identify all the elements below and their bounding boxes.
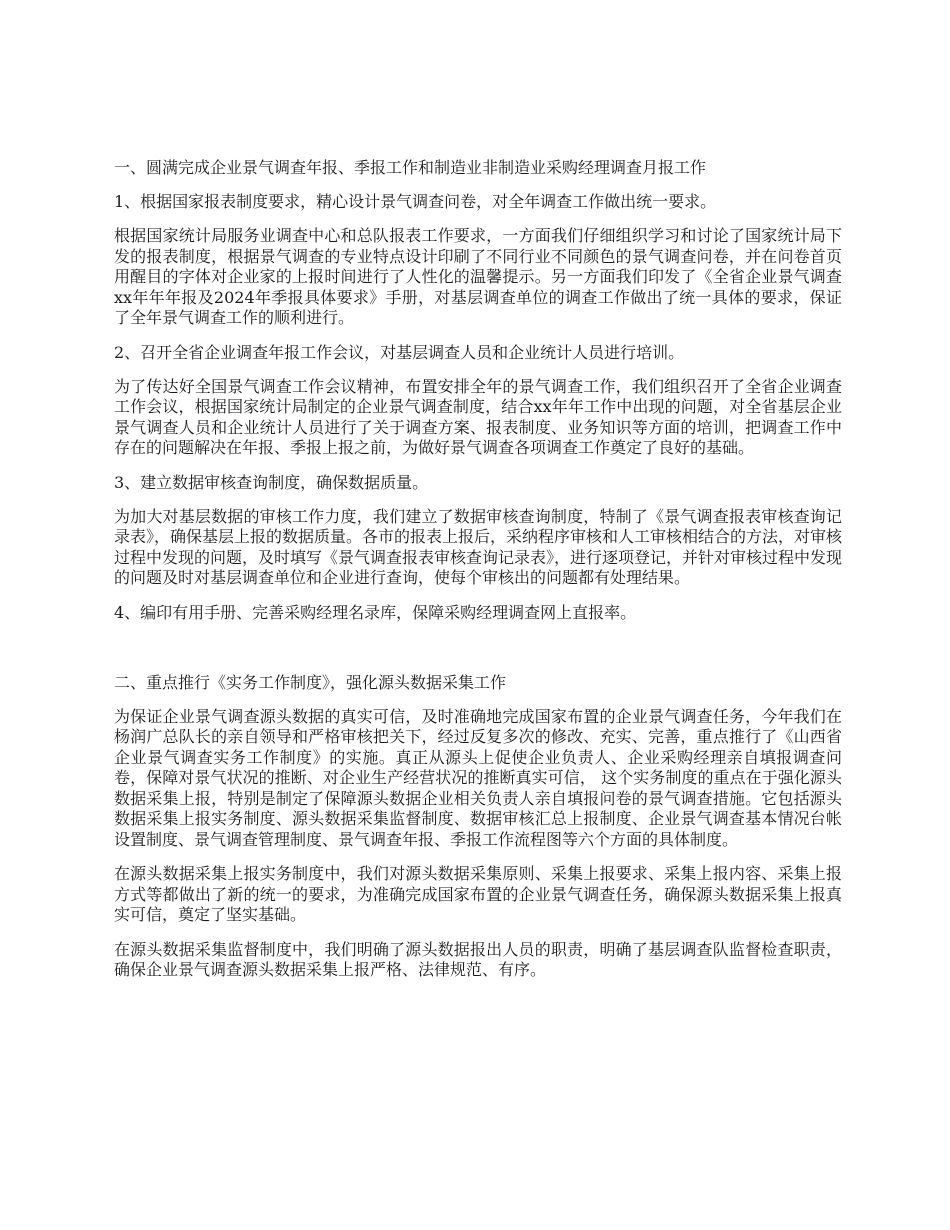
item-1-paragraph: 根据国家统计局服务业调查中心和总队报表工作要求，一方面我们仔细组织学习和讨论了国家统计局下发的报表制度，根据景气调查的专业特点设计印刷了不同行业不同颜色的景气调查问卷，并在问卷首页用醒目的字体对企业家的上报时间进行了人性化的温馨提示。另一方面我们印发了《全省企业景气调查xx年年年报及2024年季报具体要求》手册，对基层调查单位的调查工作做出了统一具体的要求，保证了全年景气调查工作的顺利进行。 — [114, 226, 842, 327]
section-1-title: 一、圆满完成企业景气调查年报、季报工作和制造业非制造业采购经理调查月报工作 — [114, 158, 707, 177]
item-3-paragraph: 为加大对基层数据的审核工作力度，我们建立了数据审核查询制度，特制了《景气调查报表审核查询记录表》，确保基层上报的数据质量。各市的报表上报后，采纳程序审核和人工审核相结合的方法，对审核过程中发现的问题，及时填写《景气调查报表审核查询记录表》，进行逐项登记，并针对审核过程中发现的问题及时对基层调查单位和企业进行查询，使每个审核出的问题都有处理结果。 — [114, 506, 843, 587]
item-3-heading: 3、建立数据审核查询制度，确保数据质量。 — [114, 472, 429, 492]
section-2-paragraph-2: 在源头数据采集上报实务制度中，我们对源头数据采集原则、采集上报要求、采集上报内容、采集上报方式等都做出了新的统一的要求，为准确完成国家布置的企业景气调查任务，确保源头数据采集上报真实可信，奠定了坚实基础。 — [114, 864, 842, 924]
item-1-heading: 1、根据国家报表制度要求，精心设计景气调查问卷，对全年调查工作做出统一要求。 — [114, 192, 717, 211]
section-spacer — [114, 637, 842, 673]
document-page — [114, 158, 842, 995]
item-2-paragraph: 为了传达好全国景气调查工作会议精神，布置安排全年的景气调查工作，我们组织召开了全省企业调查工作会议，根据国家统计局制定的企业景气调查制度，结合xx年年工作中出现的问题，对全省基层企业景气调查人员和企业统计人员进行了关于调查方案、报表制度、业务知识等方面的培训，把调查工作中存在的问题解决在年报、季报上报之前，为做好景气调查各项调查工作奠定了良好的基础。 — [114, 376, 842, 457]
item-4-heading: 4、编印有用手册、完善采购经理名录库，保障采购经理调查网上直报率。 — [114, 602, 637, 622]
item-2-heading: 2、召开全省企业调查年报工作会议，对基层调查人员和企业统计人员进行培训。 — [114, 342, 685, 362]
section-2-paragraph-3: 在源头数据采集监督制度中，我们明确了源头数据报出人员的职责，明确了基层调查队监督检查职责，确保企业景气调查源头数据采集上报严格、法律规范、有序。 — [114, 939, 842, 979]
section-2-paragraph-1: 为保证企业景气调查源头数据的真实可信，及时准确地完成国家布置的企业景气调查任务，今年我们在杨润广总队长的亲自领导和严格审核把关下，经过反复多次的修改、充实、完善，重点推行了《山西省企业景气调查实务工作制度》的实施。真正从源头上促使企业负责人、企业采购经理亲自填报调查问卷，保障对景气状况的推断、对企业生产经营状况的推断真实可信， 这个实务制度的重点在于强化源头数据采集上报，特别是制定了保障源头数据企业相关负责人亲自填报问卷的景气调查措施。它包括源头数据采集上报实务制度、源头数据采集监督制度、数据审核汇总上报制度、企业景气调查基本情况台帐设置制度、景气调查管理制度、景气调查年报、季报工作流程图等六个方面的具体制度。 — [114, 706, 842, 849]
section-2-title: 二、重点推行《实务工作制度》，强化源头数据采集工作 — [114, 672, 507, 692]
